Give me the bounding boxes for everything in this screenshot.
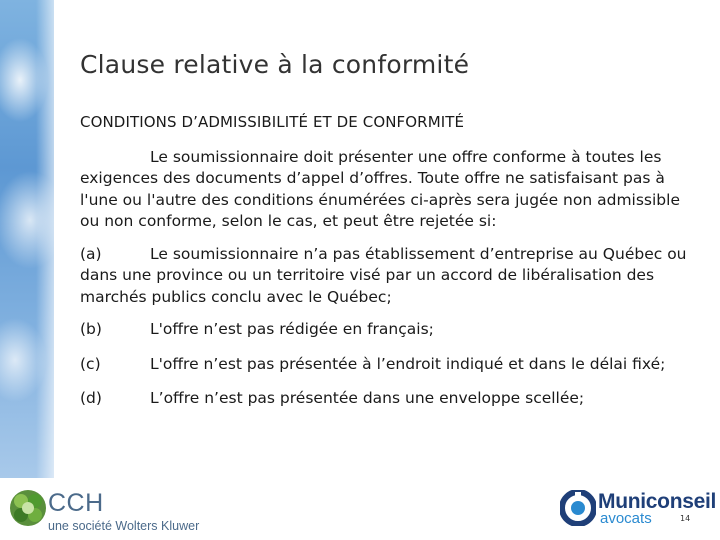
cch-name: CCH (48, 489, 104, 517)
list-item-c (80, 354, 692, 376)
item-label: (a) (80, 244, 102, 263)
page-number: 14 (680, 514, 691, 523)
item-text: Le soumissionnaire n’a pas établissement d’entreprise au Québec ou dans une province ou un territoire visé par un accord de libéralisation des marchés publics conclu avec le Québec; (80, 244, 687, 306)
municonseil-name: Municonseil (598, 490, 717, 513)
section-heading: CONDITIONS D’ADMISSIBILITÉ ET DE CONFORMITÉ (80, 113, 465, 131)
list-item-a (80, 244, 692, 309)
item-label: (c) (80, 354, 101, 373)
intro-text: Le soumissionnaire doit présenter une offre conforme à toutes les exigences des documents d’appel d’offres. Toute offre ne satisfaisant pas à l'une ou l'autre des conditions énumérées ci-après sera jugée non admissible ou non conforme, selon le cas, et peut être rejetée si: (80, 147, 680, 230)
slide-title: Clause relative à la conformité (80, 50, 470, 79)
cch-tagline: une société Wolters Kluwer (48, 519, 200, 533)
municonseil-subtitle: avocats (600, 510, 652, 527)
list-item-b (80, 319, 692, 341)
slide-content (80, 112, 692, 423)
item-label: (b) (80, 320, 102, 338)
item-label: (d) (80, 389, 102, 407)
item-text: L’offre n’est pas présentée dans une enveloppe scellée; (150, 389, 585, 407)
item-text: L'offre n’est pas rédigée en français; (150, 320, 434, 338)
municonseil-circle-logo-icon (560, 490, 596, 526)
item-text: L'offre n’est pas présentée à l’endroit indiqué et dans le délai fixé; (150, 354, 666, 373)
intro-paragraph (80, 147, 692, 233)
list-item-d (80, 388, 692, 410)
sky-fade (36, 0, 66, 478)
cch-globe-logo-icon (8, 488, 48, 528)
